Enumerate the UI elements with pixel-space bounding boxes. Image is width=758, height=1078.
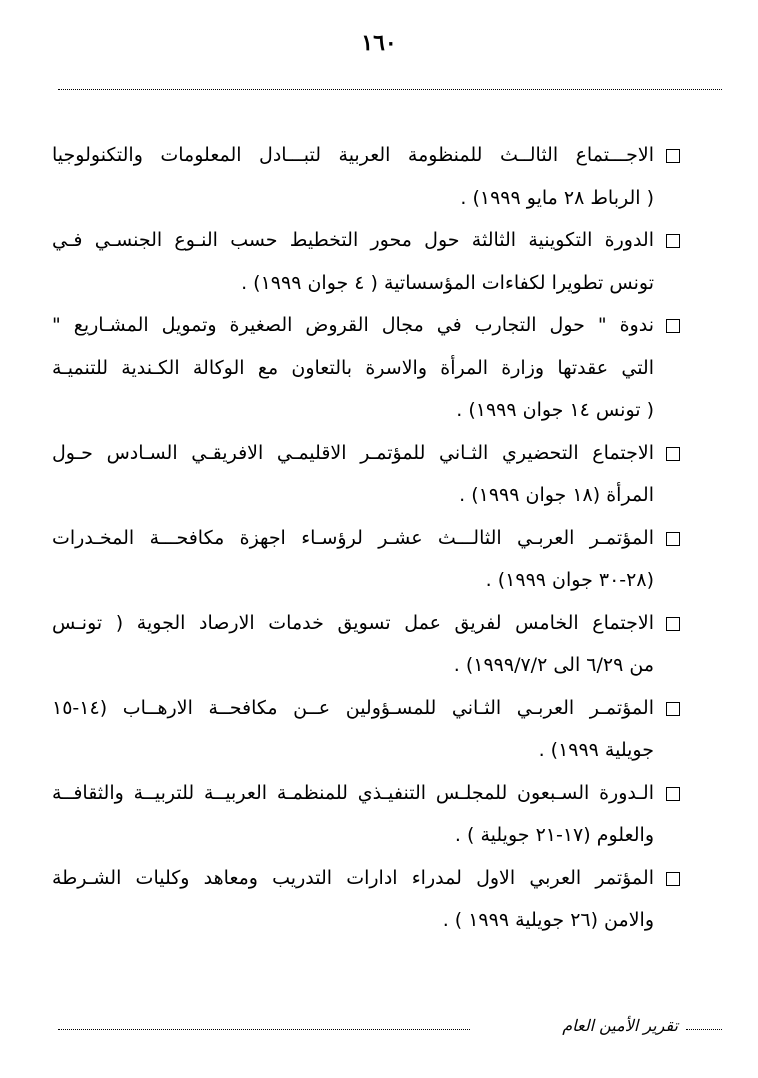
list-item-line: المؤتمر العربي الاول لمدراء ادارات التدريب ومعاهد وكليات الشـرطة <box>52 866 654 889</box>
list-item-line: والامن (٢٦ جويلية ١٩٩٩ ) . <box>442 909 654 931</box>
checkbox-bullet-icon <box>666 702 680 716</box>
list-item <box>52 857 684 942</box>
footer-divider-left <box>58 1029 470 1030</box>
checkbox-bullet-icon <box>666 532 680 546</box>
list-item-line: ( الرباط ٢٨ مايو ١٩٩٩) . <box>460 186 654 209</box>
list-item-line: المؤتمـر العربـي الثـاني للمسـؤولين عــن مكافحــة الارهــاب (١٤-١٥ <box>52 696 654 719</box>
list-item <box>52 517 684 602</box>
list-item <box>52 134 684 219</box>
list-item-line: الدورة التكوينية الثالثة حول محور التخطيط حسب النـوع الجنسـي فـي <box>52 229 654 251</box>
header-divider <box>58 89 722 90</box>
list-item <box>52 772 684 857</box>
list-item <box>52 304 684 432</box>
list-item-line: (٢٨-٣٠ جوان ١٩٩٩) . <box>485 569 654 591</box>
footer <box>58 1016 722 1046</box>
list-item-line: الاجتماع التحضيري الثـاني للمؤتمـر الاقليمـي الافريقـي السـادس حـول <box>52 441 654 464</box>
list-item-line: والعلوم (١٧-٢١ جويلية ) . <box>454 824 654 846</box>
list-item-line: المرأة (١٨ جوان ١٩٩٩) . <box>459 484 654 506</box>
list-item <box>52 602 684 687</box>
event-list <box>52 134 684 942</box>
list-item-line: ندوة " حول التجارب في مجال القروض الصغيرة وتمويل المشـاريع " <box>52 314 654 336</box>
list-item <box>52 432 684 517</box>
checkbox-bullet-icon <box>666 447 680 461</box>
checkbox-bullet-icon <box>666 149 680 163</box>
list-item-line: الـدورة السـبعون للمجلـس التنفيـذي للمنظمـة العربيــة للتربيــة والثقافــة <box>52 781 654 804</box>
list-item-line: ( تونس ١٤ جوان ١٩٩٩) . <box>456 399 654 421</box>
page-number: ١٦٠ <box>361 30 397 55</box>
list-item <box>52 219 684 304</box>
checkbox-bullet-icon <box>666 617 680 631</box>
list-item-line: الاجتماع الخامس لفريق عمل تسويق خدمات الارصاد الجوية ( تونـس <box>52 611 654 634</box>
list-item-line: من ٦/٢٩ الى ١٩٩٩/٧/٢) . <box>453 654 654 676</box>
list-item <box>52 687 684 772</box>
list-item-line: تونس تطويرا لكفاءات المؤسساتية ( ٤ جوان ١٩٩٩) . <box>241 271 654 294</box>
footer-divider-right <box>686 1029 722 1030</box>
checkbox-bullet-icon <box>666 234 680 248</box>
list-item-line: المؤتمـر العربـي الثالـــث عشـر لرؤسـاء اجهزة مكافحـــة المخـدرات <box>52 526 654 549</box>
checkbox-bullet-icon <box>666 872 680 886</box>
checkbox-bullet-icon <box>666 319 680 333</box>
list-item-line: جويلية ١٩٩٩) . <box>538 739 654 761</box>
list-item-line: الاجـــتماع الثالــث للمنظومة العربية لتبـــادل المعلومات والتكنولوجيا <box>52 144 654 166</box>
checkbox-bullet-icon <box>666 787 680 801</box>
list-item-line: التي عقدتها وزارة المرأة والاسرة بالتعاون مع الوكالة الكـندية للتنميـة <box>52 356 654 379</box>
footer-title: تقرير الأمين العام <box>562 1016 678 1035</box>
